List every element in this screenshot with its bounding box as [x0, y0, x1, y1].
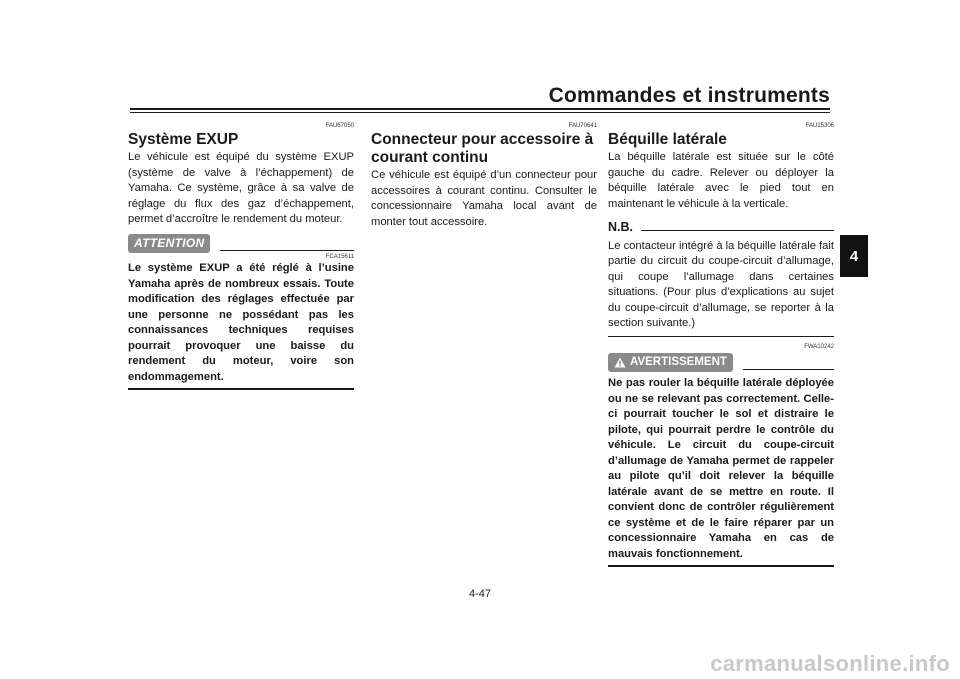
section-code: FAU67050 [325, 123, 354, 129]
warning-text: Ne pas rouler la béquille latérale déployée ou ne se relevant pas correctement. Celle-ci pourrait toucher le sol et distraire le pilote, qui pourrait perdre le contrôle du véhicule. Le circuit du coupe-circuit d’allumage de Yamaha permet de rappeler au pilote qu’il doit relever la béquille latérale avant de se mettre en route. Il convient donc de contrôler régulièrement ce système et de le faire réparer par un concessionnaire Yamaha en cas de mauvais fonctionnement. [608, 377, 834, 560]
warning-code: FWA10242 [804, 343, 834, 350]
column-dc-connector [371, 122, 597, 230]
section-body-exup: Le véhicule est équipé du système EXUP (système de valve à l’échappement) de Yamaha. Ce système, grâce à sa valve de réglage du flux des gaz d’échappement, permet d’accroître le rendement du moteur. [128, 151, 354, 225]
section-body-sidestand: La béquille latérale est située sur le côté gauche du cadre. Relever ou déployer la béquille latérale avec le pied tout en maintenant le véhicule à la verticale. [608, 151, 834, 210]
section-body-dc-connector: Ce véhicule est équipé d’un connecteur pour accessoires à courant continu. Consulter le concessionnaire Yamaha local avant de monter tout accessoire. [371, 169, 597, 228]
warning-triangle-icon [614, 357, 626, 368]
section-code: FAU70641 [568, 123, 597, 129]
attention-rule [220, 250, 354, 252]
attention-badge: ATTENTION [128, 234, 210, 254]
nb-header [608, 220, 834, 236]
chapter-tab[interactable]: 4 [840, 235, 868, 277]
nb-label: N.B. [608, 220, 633, 234]
attention-code: FCA15611 [325, 254, 354, 260]
nb-end-rule [608, 336, 834, 337]
section-heading-dc-connector: Connecteur pour accessoire à courant continu [371, 131, 594, 166]
header-rule [130, 108, 830, 110]
warning-rule [743, 369, 834, 371]
warning-label: AVERTISSEMENT [630, 355, 727, 368]
warning-badge [608, 353, 733, 373]
section-heading-exup: Système EXUP [128, 131, 239, 148]
nb-rule [641, 230, 834, 231]
column-sidestand [608, 122, 834, 567]
column-exup [128, 122, 354, 390]
section-heading-sidestand: Béquille latérale [608, 131, 727, 148]
section-code: FAU15306 [805, 123, 834, 129]
header-rule-thin [130, 112, 830, 113]
page-header-title: Commandes et instruments [548, 84, 830, 107]
watermark: carmanualsonline.info [710, 651, 950, 676]
page-number: 4-47 [468, 588, 492, 600]
attention-end-rule [128, 388, 354, 390]
nb-text: Le contacteur intégré à la béquille latérale fait partie du circuit du coupe-circuit d’allumage, qui coupe l’allumage dans certaines situations. (Pour plus d’explications au sujet du coupe-circuit d’allumage, se reporter à la section suivante.) [608, 239, 834, 329]
warning-end-rule [608, 565, 834, 567]
attention-text: Le système EXUP a été réglé à l’usine Yamaha après de nombreux essais. Toute modification des réglages effectuée par une personne ne possédant pas les connaissances techniques requises pourrait provoquer une baisse du rendement du moteur, voire son endommagement. [128, 262, 354, 383]
warning-header [608, 353, 834, 373]
attention-header [128, 234, 354, 254]
